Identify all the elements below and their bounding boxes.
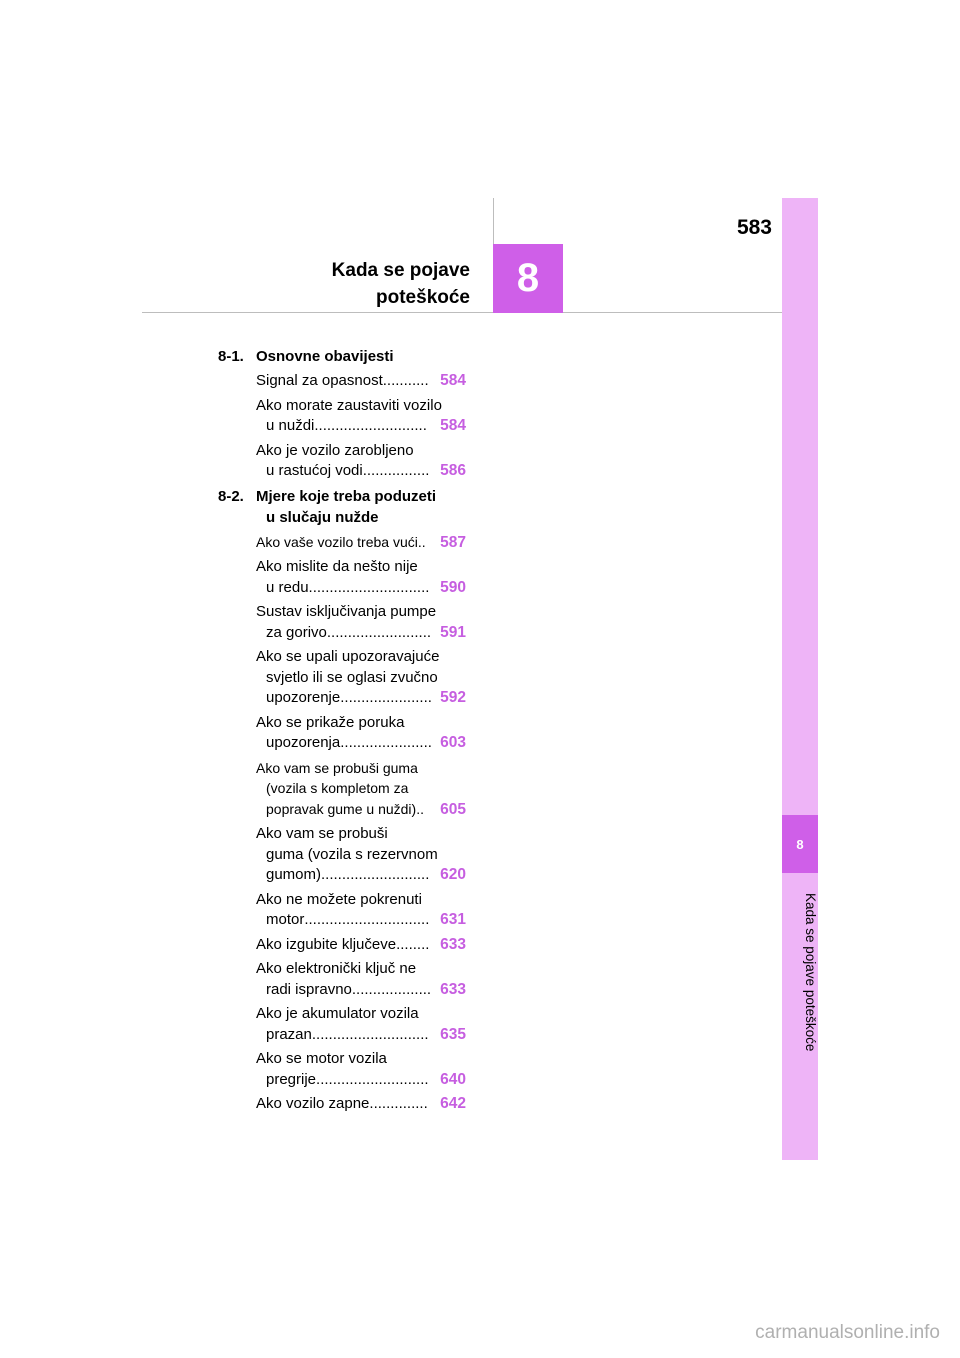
toc-entry[interactable] <box>256 532 466 554</box>
header-divider-horizontal <box>142 312 782 313</box>
toc-leader-dots: .. <box>416 800 424 817</box>
toc-entry-text: pregrije <box>266 1070 317 1088</box>
toc-leader-dots: ................... <box>351 980 432 998</box>
toc-entry[interactable] <box>256 890 466 931</box>
toc-page-link[interactable]: 642 <box>440 1095 466 1112</box>
toc-page-link[interactable]: 631 <box>440 911 466 928</box>
toc-leader-dots: .............................. <box>304 911 430 928</box>
toc-entry-text: gumom) <box>266 866 322 883</box>
toc-entry-text: popravak gume u nuždi) <box>266 800 417 817</box>
toc-leader-dots: ...................... <box>340 689 432 706</box>
toc-page-link[interactable]: 633 <box>440 935 466 953</box>
toc-entry-text: Ako izgubite ključeve <box>256 935 397 953</box>
toc-page-link[interactable]: 586 <box>440 462 466 479</box>
toc-entry-text: Ako je vozilo zarobljeno <box>256 441 414 459</box>
toc-leader-dots: ........... <box>382 372 429 389</box>
toc-page-link[interactable]: 620 <box>440 866 466 883</box>
toc-entry-text: Ako je akumulator vozila <box>256 1005 419 1022</box>
toc-entry-text: Ako vam se probuši <box>256 825 388 842</box>
toc-entry-text: Ako mislite da nešto nije <box>256 558 418 575</box>
section-title: u slučaju nužde <box>266 508 379 526</box>
toc-leader-dots: ......................... <box>326 623 432 641</box>
section-title: Osnovne obavijesti <box>256 348 394 365</box>
toc-entry-text: Ako morate zaustaviti vozilo <box>256 396 442 414</box>
toc-entry-text: Sustav isključivanja pumpe <box>256 603 437 620</box>
section-number: 8-1. <box>218 348 244 365</box>
toc-entry[interactable] <box>256 758 466 821</box>
toc-entry[interactable] <box>256 1004 466 1045</box>
chapter-number-box: 8 <box>493 244 563 313</box>
toc-page-link[interactable]: 633 <box>440 980 466 998</box>
toc-page-link[interactable]: 635 <box>440 1025 466 1043</box>
section-heading <box>218 486 478 528</box>
toc-entry-text: Ako se motor vozila <box>256 1050 387 1067</box>
toc-leader-dots: .............. <box>369 1095 428 1112</box>
toc-entry-text: Ako se prikaže poruka <box>256 713 405 731</box>
toc-page-link[interactable]: 640 <box>440 1070 466 1088</box>
toc-leader-dots: ........................... <box>314 417 427 434</box>
toc-entry-text: Ako vaše vozilo treba vući <box>256 533 418 550</box>
toc-entry-text: u rastućoj vodi <box>266 462 363 479</box>
toc-entry-text: Ako se upali upozoravajuće <box>256 648 440 665</box>
toc-entry-text: (vozila s kompletom za <box>266 780 409 796</box>
toc-page-link[interactable]: 592 <box>440 689 466 706</box>
toc-entry[interactable] <box>256 371 466 392</box>
chapter-title-line: Kada se pojave <box>331 260 470 281</box>
toc-page-link[interactable]: 603 <box>440 734 466 751</box>
toc-leader-dots: .. <box>417 533 426 550</box>
toc-leader-dots: ................ <box>362 462 430 479</box>
page-number: 583 <box>736 216 772 239</box>
toc-leader-dots: ........ <box>396 935 430 953</box>
toc-entry[interactable] <box>256 396 466 437</box>
toc-page-link[interactable]: 590 <box>440 578 466 596</box>
toc-entry[interactable] <box>256 959 466 1000</box>
watermark: carmanualsonline.info <box>755 1322 940 1343</box>
toc-leader-dots: ............................. <box>308 578 430 596</box>
header-divider-vertical <box>493 198 494 244</box>
toc-leader-dots: ............................ <box>311 1025 429 1043</box>
toc-page-link[interactable]: 584 <box>440 417 466 434</box>
toc-entry[interactable] <box>256 602 466 643</box>
toc-entry-text: prazan <box>266 1025 312 1043</box>
toc-leader-dots: ........................... <box>316 1070 429 1088</box>
toc-entry-text: upozorenja <box>266 734 341 751</box>
toc-page-link[interactable]: 584 <box>440 372 466 389</box>
chapter-title-line: poteškoće <box>376 287 470 308</box>
toc-entry[interactable] <box>256 935 466 956</box>
side-thumb-label: Kada se pojave poteškoće <box>803 892 818 1052</box>
toc-entry-text: za gorivo <box>266 623 327 641</box>
toc-entry-text: guma (vozila s rezervnom <box>266 845 438 863</box>
toc-entry[interactable] <box>256 713 466 754</box>
toc-entry-text: motor <box>266 911 305 928</box>
side-thumb-tab[interactable]: 8 <box>782 815 818 873</box>
section-heading <box>218 346 478 367</box>
toc-entry[interactable] <box>256 1094 466 1115</box>
toc-entry-text: Ako elektronički ključ ne <box>256 960 417 977</box>
toc-entry-text: u redu <box>266 578 309 596</box>
toc-entry-text: Ako ne možete pokrenuti <box>256 890 422 908</box>
toc-entry[interactable] <box>256 647 466 709</box>
toc-entry-text: u nuždi <box>266 417 315 434</box>
table-of-contents <box>218 346 478 1119</box>
toc-page-link[interactable]: 605 <box>440 800 466 818</box>
toc-entry-text: Signal za opasnost <box>256 372 383 389</box>
toc-entry-text: svjetlo ili se oglasi zvučno <box>266 668 438 686</box>
toc-entry-text: Ako vozilo zapne <box>256 1095 370 1112</box>
toc-page-link[interactable]: 591 <box>440 623 466 641</box>
toc-entry[interactable] <box>256 1049 466 1090</box>
toc-leader-dots: .......................... <box>321 866 430 883</box>
toc-entry[interactable] <box>256 441 466 482</box>
toc-leader-dots: ...................... <box>340 734 432 751</box>
toc-page-link[interactable]: 587 <box>440 533 466 551</box>
chapter-title <box>250 257 470 311</box>
toc-entry-text: Ako vam se probuši guma <box>256 759 418 776</box>
section-title: Mjere koje treba poduzeti <box>256 487 437 505</box>
section-number: 8-2. <box>218 487 244 505</box>
toc-entry[interactable] <box>256 557 466 598</box>
toc-entry-text: radi ispravno <box>266 980 352 998</box>
toc-entry[interactable] <box>256 824 466 886</box>
toc-entry-text: upozorenje <box>266 689 341 706</box>
